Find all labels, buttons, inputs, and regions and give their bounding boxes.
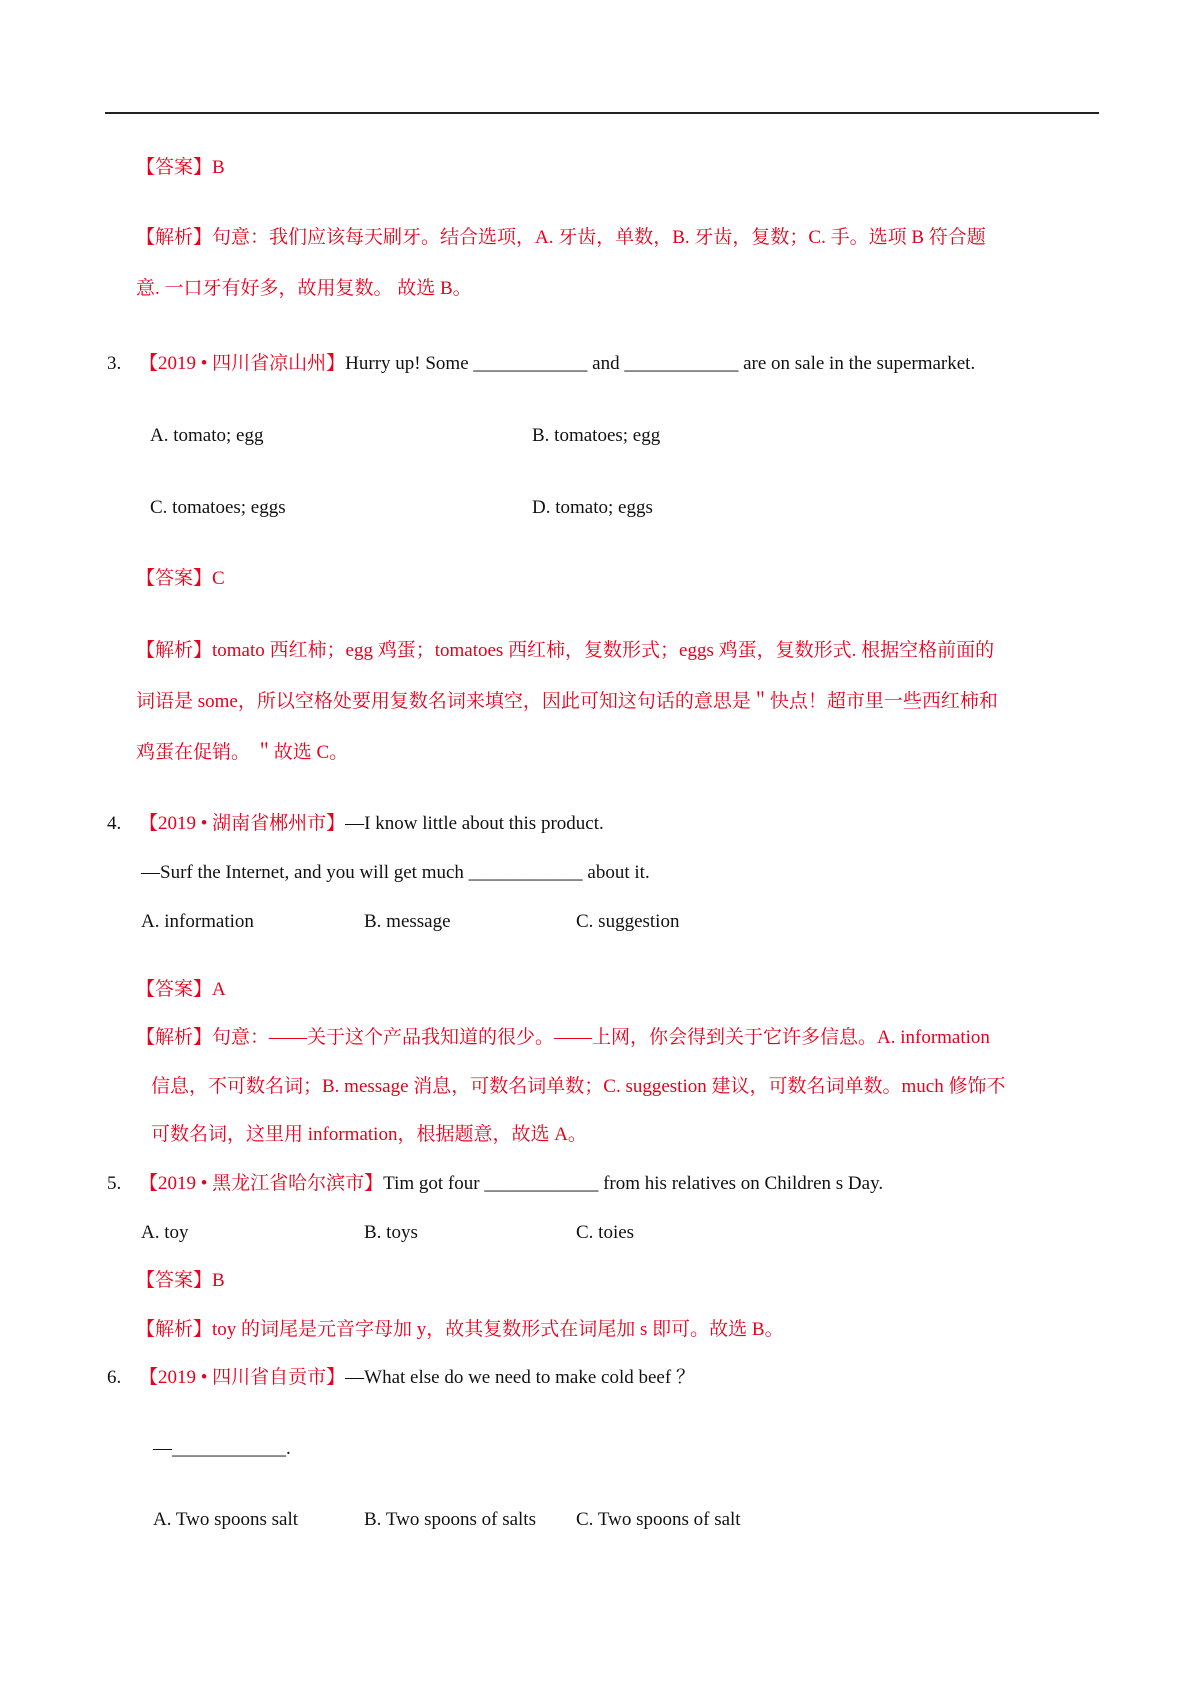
q3-option-c: C. tomatoes; eggs (150, 497, 286, 518)
q4-source: 【2019 • 湖南省郴州市】 (139, 813, 346, 834)
q6-number: 6. (107, 1367, 122, 1388)
q5-option-a: A. toy (141, 1222, 189, 1243)
q4-answer: 【答案】A (136, 979, 226, 1000)
q6-stem-1: —What else do we need to make cold beef ？ (345, 1367, 695, 1388)
q4-option-a: A. information (141, 911, 254, 932)
header-rule (105, 112, 1099, 114)
q4-stem-2: —Surf the Internet, and you will get much ____________ about it. (141, 862, 650, 883)
q6-stem-2: —____________. (153, 1438, 291, 1459)
q3-number: 3. (107, 353, 122, 374)
q5-answer: 【答案】B (136, 1270, 225, 1291)
q4-stem-1: —I know little about this product. (345, 813, 604, 834)
q4-analysis-line-2: 信息，不可数名词；B. message 消息，可数名词单数；C. suggestion 建议，可数名词单数。much 修饰不 (151, 1076, 1006, 1097)
q3-stem: Hurry up! Some ____________ and ____________ are on sale in the supermarket. (345, 353, 976, 374)
q3-analysis-line-3: 鸡蛋在促销。 ＂故选 C。 (136, 742, 349, 763)
q4-option-b: B. message (364, 911, 451, 932)
q3-analysis-line-1: 【解析】tomato 西红柿；egg 鸡蛋；tomatoes 西红柿，复数形式；eggs 鸡蛋，复数形式. 根据空格前面的 (136, 640, 995, 661)
q5-stem: Tim got four ____________ from his relatives on Children s Day. (383, 1173, 884, 1194)
q5-stem-line (107, 1173, 883, 1196)
q5-analysis-line-1: 【解析】toy 的词尾是元音字母加 y，故其复数形式在词尾加 s 即可。故选 B。 (136, 1319, 784, 1340)
q6-option-c: C. Two spoons of salt (576, 1509, 741, 1530)
q3-source: 【2019 • 四川省凉山州】 (139, 353, 346, 374)
q3-option-d: D. tomato; eggs (532, 497, 653, 518)
q4-option-c: C. suggestion (576, 911, 680, 932)
q5-option-c: C. toies (576, 1222, 635, 1243)
q4-stem-line (107, 813, 604, 836)
q6-option-a: A. Two spoons salt (153, 1509, 299, 1530)
q4-number: 4. (107, 813, 122, 834)
q6-stem-line (107, 1367, 695, 1390)
q5-source: 【2019 • 黑龙江省哈尔滨市】 (139, 1173, 384, 1194)
q2-answer: 【答案】B (136, 157, 225, 178)
q2-analysis-line-1: 【解析】句意：我们应该每天刷牙。结合选项，A. 牙齿，单数，B. 牙齿，复数；C. 手。选项 B 符合题 (136, 227, 986, 248)
q6-option-b: B. Two spoons of salts (364, 1509, 536, 1530)
q5-number: 5. (107, 1173, 122, 1194)
q2-analysis-line-2: 意. 一口牙有好多，故用复数。 故选 B。 (136, 278, 472, 299)
q6-source: 【2019 • 四川省自贡市】 (139, 1367, 346, 1388)
q3-stem-line (107, 353, 975, 376)
q4-analysis-line-1: 【解析】句意：——关于这个产品我知道的很少。——上网，你会得到关于它许多信息。A. information (136, 1027, 990, 1048)
q4-analysis-line-3: 可数名词，这里用 information，根据题意，故选 A。 (151, 1124, 587, 1145)
q3-answer: 【答案】C (136, 568, 225, 589)
q3-option-a: A. tomato; egg (150, 425, 264, 446)
q3-option-b: B. tomatoes; egg (532, 425, 661, 446)
q3-analysis-line-2: 词语是 some，所以空格处要用复数名词来填空，因此可知这句话的意思是＂快点！超市里一些西红柿和 (136, 691, 998, 712)
q5-option-b: B. toys (364, 1222, 418, 1243)
